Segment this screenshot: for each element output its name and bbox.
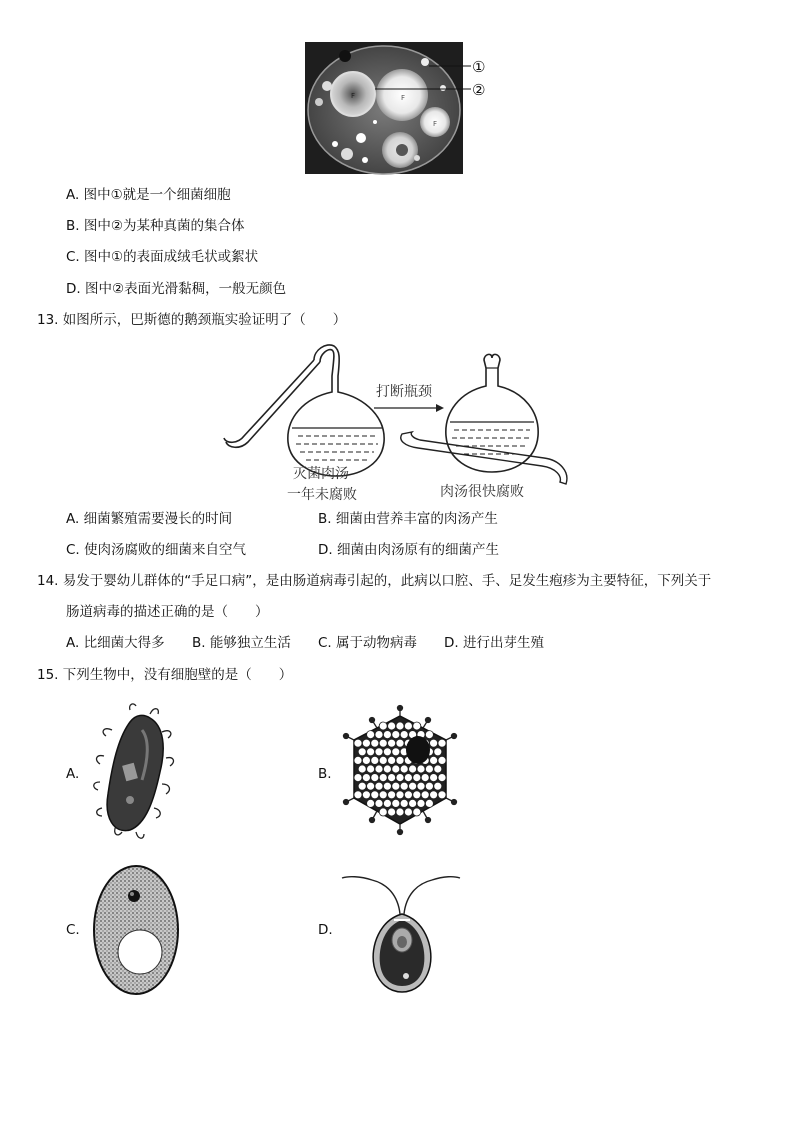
q13-option-d: D. 细菌由肉汤原有的细菌产生 <box>318 542 499 558</box>
capsomere <box>354 739 362 747</box>
capsomere <box>425 731 433 739</box>
capsomere <box>392 799 400 807</box>
capsomere <box>367 731 375 739</box>
right-caption: 肉汤很快腐败 <box>440 484 524 500</box>
capsomere <box>371 739 379 747</box>
marker-2: ② <box>472 81 486 99</box>
capsomere <box>400 799 408 807</box>
capsomere <box>396 722 404 730</box>
capsomere <box>375 765 383 773</box>
capsomere <box>409 765 417 773</box>
capsomere <box>396 756 404 764</box>
capsomere <box>417 799 425 807</box>
capsomere <box>404 774 412 782</box>
capsomere <box>434 765 442 773</box>
capsomere <box>396 808 404 816</box>
capsomere <box>362 774 370 782</box>
q14-option-d: D. 进行出芽生殖 <box>444 635 544 651</box>
q15-option-c: C. <box>66 922 80 938</box>
capsomere <box>367 748 375 756</box>
chlamydomonas-image <box>342 866 462 996</box>
capsomere <box>425 799 433 807</box>
q14-stem-line2: 肠道病毒的描述正确的是（ ） <box>66 604 269 620</box>
q13-option-a: A. 细菌繁殖需要漫长的时间 <box>66 511 233 527</box>
capsomere <box>438 774 446 782</box>
capsomere <box>354 756 362 764</box>
q13-option-c: C. 使肉汤腐败的细菌来自空气 <box>66 542 247 558</box>
q15-option-a: A. <box>66 766 80 782</box>
capsomere <box>430 774 438 782</box>
q12-option-b: B. 图中②为某种真菌的集合体 <box>66 218 245 234</box>
capsomere <box>383 799 391 807</box>
capsomere <box>396 791 404 799</box>
capsomere <box>379 756 387 764</box>
capsomere <box>371 756 379 764</box>
capsomere <box>413 808 421 816</box>
capsomere <box>400 765 408 773</box>
yeast-cell-image <box>92 864 182 999</box>
capsomere <box>400 731 408 739</box>
left-caption-2: 一年未腐败 <box>287 487 357 503</box>
capsomere <box>388 739 396 747</box>
capsomere <box>413 774 421 782</box>
capsomere <box>388 808 396 816</box>
capsomere <box>392 731 400 739</box>
q14-option-c: C. 属于动物病毒 <box>318 635 418 651</box>
capsomere <box>375 748 383 756</box>
swan-neck-flask-figure <box>222 336 582 501</box>
q15-stem: 15. 下列生物中，没有细胞壁的是（ ） <box>37 667 293 683</box>
left-caption-1: 灭菌肉汤 <box>293 466 349 482</box>
capsomere <box>362 756 370 764</box>
capsomere <box>404 791 412 799</box>
capsomere <box>425 765 433 773</box>
capsomere <box>379 808 387 816</box>
capsomere <box>396 774 404 782</box>
capsomere <box>400 782 408 790</box>
capsomere <box>388 791 396 799</box>
q14-stem-line1: 14. 易发于婴幼儿群体的“手足口病”，是由肠道病毒引起的，此病以口腔、手、足发生疱疹为主要特征，下列关于 <box>37 573 712 589</box>
petri-dish-figure <box>305 42 475 174</box>
capsomere <box>404 722 412 730</box>
arrow-label: 打断瓶颈 <box>376 384 432 400</box>
capsomere <box>371 774 379 782</box>
capsomere <box>430 739 438 747</box>
capsomere <box>421 791 429 799</box>
q13-stem: 13. 如图所示，巴斯德的鹅颈瓶实验证明了（ ） <box>37 312 347 328</box>
capsomere <box>383 765 391 773</box>
q13-option-b: B. 细菌由营养丰富的肉汤产生 <box>318 511 498 527</box>
marker-1: ① <box>472 58 486 76</box>
q14-option-b: B. 能够独立生活 <box>192 635 291 651</box>
capsomere <box>434 748 442 756</box>
capsomere <box>430 791 438 799</box>
capsomere <box>409 799 417 807</box>
capsomere <box>375 731 383 739</box>
capsomere <box>383 731 391 739</box>
capsomere <box>367 799 375 807</box>
capsomere <box>379 722 387 730</box>
capsomere <box>371 791 379 799</box>
capsomere <box>425 782 433 790</box>
capsomere <box>438 791 446 799</box>
q15-option-d: D. <box>318 922 333 938</box>
capsomere <box>430 756 438 764</box>
colony-letter: F <box>401 94 406 102</box>
capsomere <box>354 774 362 782</box>
capsomere <box>379 774 387 782</box>
q14-option-a: A. 比细菌大得多 <box>66 635 165 651</box>
capsomere <box>396 739 404 747</box>
q15-option-b: B. <box>318 766 332 782</box>
capsomere <box>421 774 429 782</box>
capsomere <box>375 782 383 790</box>
capsomere <box>434 782 442 790</box>
capsomere <box>383 782 391 790</box>
capsomere <box>358 748 366 756</box>
capsomere <box>417 782 425 790</box>
capsomere <box>362 739 370 747</box>
virus-image <box>342 708 462 838</box>
capsomere <box>388 722 396 730</box>
capsomere <box>362 791 370 799</box>
capsomere <box>354 791 362 799</box>
capsomere <box>358 782 366 790</box>
capsomere <box>417 765 425 773</box>
q12-option-a: A. 图中①就是一个细菌细胞 <box>66 187 231 203</box>
capsomere <box>358 765 366 773</box>
capsomere <box>388 774 396 782</box>
capsomere <box>379 739 387 747</box>
capsomere <box>379 791 387 799</box>
bacterium-image <box>90 700 180 845</box>
q12-option-c: C. 图中①的表面成绒毛状或絮状 <box>66 249 259 265</box>
capsomere <box>392 765 400 773</box>
capsomere <box>375 799 383 807</box>
capsomere <box>388 756 396 764</box>
capsomere <box>367 765 375 773</box>
capsomere <box>392 748 400 756</box>
colony-letter: F <box>433 120 438 128</box>
capsomere <box>367 782 375 790</box>
capsomere <box>438 756 446 764</box>
capsomere <box>413 791 421 799</box>
capsomere <box>438 739 446 747</box>
capsomere <box>413 722 421 730</box>
capsomere <box>409 782 417 790</box>
q12-option-d: D. 图中②表面光滑黏稠，一般无颜色 <box>66 281 287 297</box>
capsomere <box>392 782 400 790</box>
capsomere <box>404 808 412 816</box>
colony-letter: F <box>351 92 356 100</box>
capsomere <box>383 748 391 756</box>
